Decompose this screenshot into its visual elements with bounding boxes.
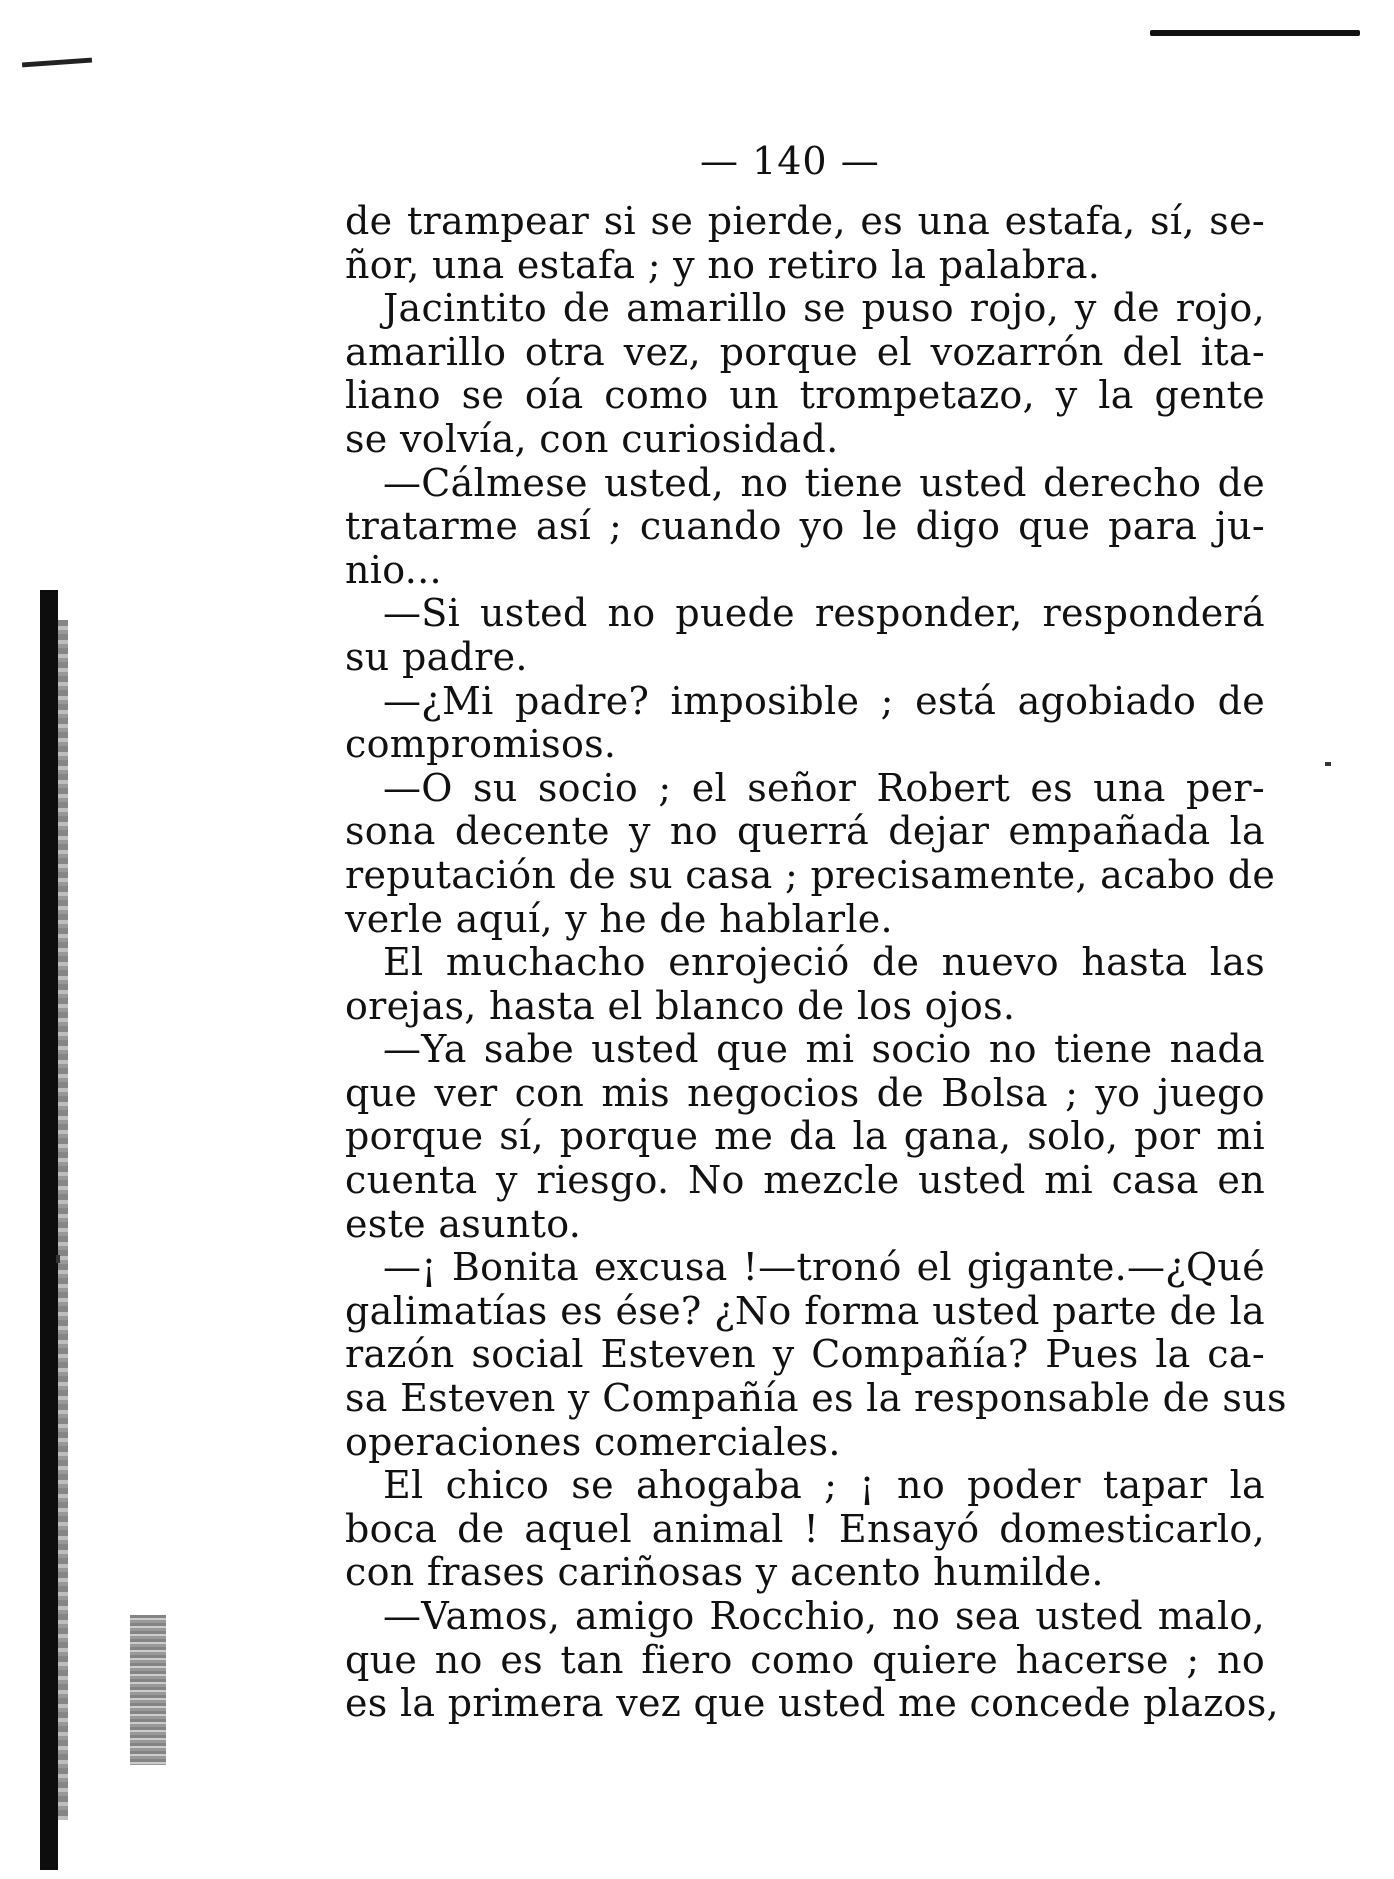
text-line: —Ya sabe usted que mi socio no tiene nada bbox=[383, 1027, 1265, 1072]
text-line: —O su socio ; el señor Robert es una per- bbox=[383, 765, 1265, 810]
text-line: tratarme así ; cuando yo le digo que para ju- bbox=[345, 504, 1265, 549]
text-line: porque sí, porque me da la gana, solo, por mi bbox=[345, 1114, 1265, 1159]
text-line: liano se oía como un trompetazo, y la gente bbox=[345, 373, 1265, 418]
text-line: galimatías es ése? ¿No forma usted parte de la bbox=[345, 1288, 1265, 1333]
body-text bbox=[345, 199, 1287, 1726]
text-line: —Vamos, amigo Rocchio, no sea usted malo, bbox=[383, 1594, 1265, 1638]
text-line: El muchacho enrojeció de nuevo hasta las bbox=[383, 940, 1265, 985]
text-line: sa Esteven y Compañía es la responsable de sus bbox=[345, 1376, 1287, 1421]
text-line: que ver con mis negocios de Bolsa ; yo juego bbox=[345, 1070, 1265, 1115]
text-line: compromisos. bbox=[345, 722, 617, 767]
binding-shadow bbox=[40, 590, 58, 1870]
text-line: es la primera vez que usted me concede plazos, bbox=[345, 1681, 1279, 1726]
text-line: con frases cariñosas y acento humilde. bbox=[345, 1550, 1104, 1595]
text-line: que no es tan fiero como quiere hacerse ; no bbox=[345, 1637, 1265, 1682]
scan-speck bbox=[56, 1255, 60, 1263]
text-line: nio... bbox=[345, 547, 442, 592]
text-line: este asunto. bbox=[345, 1201, 582, 1246]
text-line: se volvía, con curiosidad. bbox=[345, 416, 839, 461]
text-line: su padre. bbox=[345, 634, 528, 679]
text-line: —¿Mi padre? imposible ; está agobiado de bbox=[383, 678, 1265, 723]
page-number: — 140 — bbox=[700, 139, 880, 183]
text-line: de trampear si se pierde, es una estafa, sí, se- bbox=[345, 199, 1265, 243]
text-line: amarillo otra vez, porque el vozarrón del ita- bbox=[345, 329, 1265, 374]
text-line: ñor, una estafa ; y no retiro la palabra. bbox=[345, 242, 1101, 287]
text-line: boca de aquel animal ! Ensayó domesticarlo, bbox=[345, 1506, 1265, 1551]
text-line: cuenta y riesgo. No mezcle usted mi casa en bbox=[345, 1158, 1265, 1203]
scan-edge-mark bbox=[1150, 30, 1360, 36]
text-line: razón social Esteven y Compañía? Pues la ca- bbox=[345, 1332, 1265, 1377]
scan-speck bbox=[1325, 762, 1331, 766]
text-line: orejas, hasta el blanco de los ojos. bbox=[345, 983, 1016, 1028]
text-line: sona decente y no querrá dejar empañada la bbox=[345, 809, 1265, 854]
text-line: operaciones comerciales. bbox=[345, 1419, 841, 1464]
text-line: Jacintito de amarillo se puso rojo, y de rojo, bbox=[383, 286, 1265, 331]
binding-shadow-texture bbox=[58, 620, 68, 1820]
text-line: —Si usted no puede responder, responderá bbox=[383, 591, 1265, 636]
text-line: verle aquí, y he de hablarle. bbox=[345, 896, 893, 941]
text-line: reputación de su casa ; precisamente, acabo de bbox=[345, 852, 1276, 897]
scan-noise bbox=[130, 1615, 166, 1765]
text-line: —Cálmese usted, no tiene usted derecho de bbox=[383, 460, 1265, 505]
scan-edge-mark bbox=[22, 58, 92, 68]
text-line: —¡ Bonita excusa !—tronó el gigante.—¿Qué bbox=[383, 1245, 1265, 1290]
text-line: El chico se ahogaba ; ¡ no poder tapar la bbox=[383, 1463, 1265, 1508]
